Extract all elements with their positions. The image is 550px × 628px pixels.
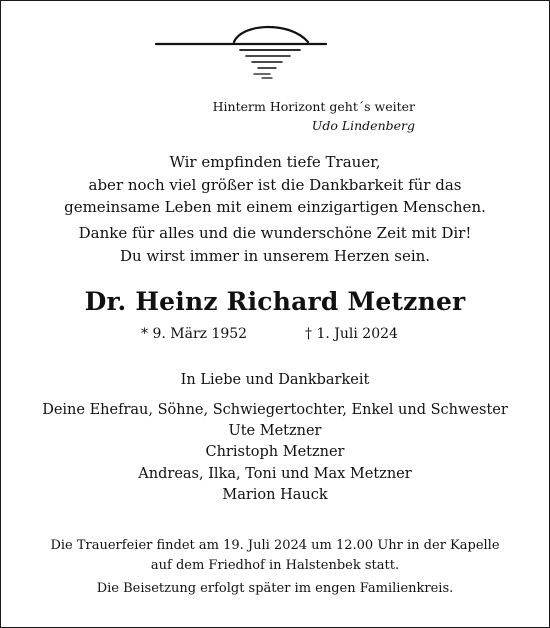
family-line: Andreas, Ilka, Toni und Max Metzner: [138, 465, 412, 482]
thanks-line: Du wirst immer in unserem Herzen sein.: [119, 246, 431, 265]
birth-date: * 9. März 1952: [141, 326, 248, 342]
burial-info: Die Beisetzung erfolgt später im engen Familienkreis.: [96, 581, 454, 596]
ceremony-info: [0, 536, 550, 575]
quote-author: Udo Lindenberg: [311, 118, 415, 133]
family-line: Marion Hauck: [222, 486, 328, 503]
motto-quote: [213, 97, 415, 135]
family-line: Christoph Metzner: [205, 444, 345, 461]
intro-line: gemeinsame Leben mit einem einzigartigen Menschen.: [64, 198, 486, 216]
love-line: In Liebe und Dankbarkeit: [180, 372, 370, 388]
family-signatures: [0, 400, 550, 506]
ceremony-line: auf dem Friedhof in Halstenbek statt.: [150, 557, 400, 573]
sunset-horizon-icon: [150, 18, 330, 83]
ceremony-line: Die Trauerfeier findet am 19. Juli 2024 um 12.00 Uhr in der Kapelle: [50, 538, 500, 553]
family-line: Ute Metzner: [228, 423, 322, 440]
deceased-name: Dr. Heinz Richard Metzner: [84, 287, 466, 316]
thanks-line: Danke für alles und die wunderschöne Zeit mit Dir!: [78, 224, 472, 242]
intro-paragraph: [0, 151, 550, 219]
intro-line: aber noch viel größer ist die Dankbarkeit für das: [88, 175, 462, 194]
death-date: † 1. Juli 2024: [305, 326, 398, 342]
intro-line: Wir empfinden tiefe Trauer,: [169, 153, 381, 171]
family-line: Deine Ehefrau, Söhne, Schwiegertochter, Enkel und Schwester: [42, 402, 508, 418]
quote-text: Hinterm Horizont geht´s weiter: [212, 99, 415, 114]
thanks-paragraph: [0, 222, 550, 267]
